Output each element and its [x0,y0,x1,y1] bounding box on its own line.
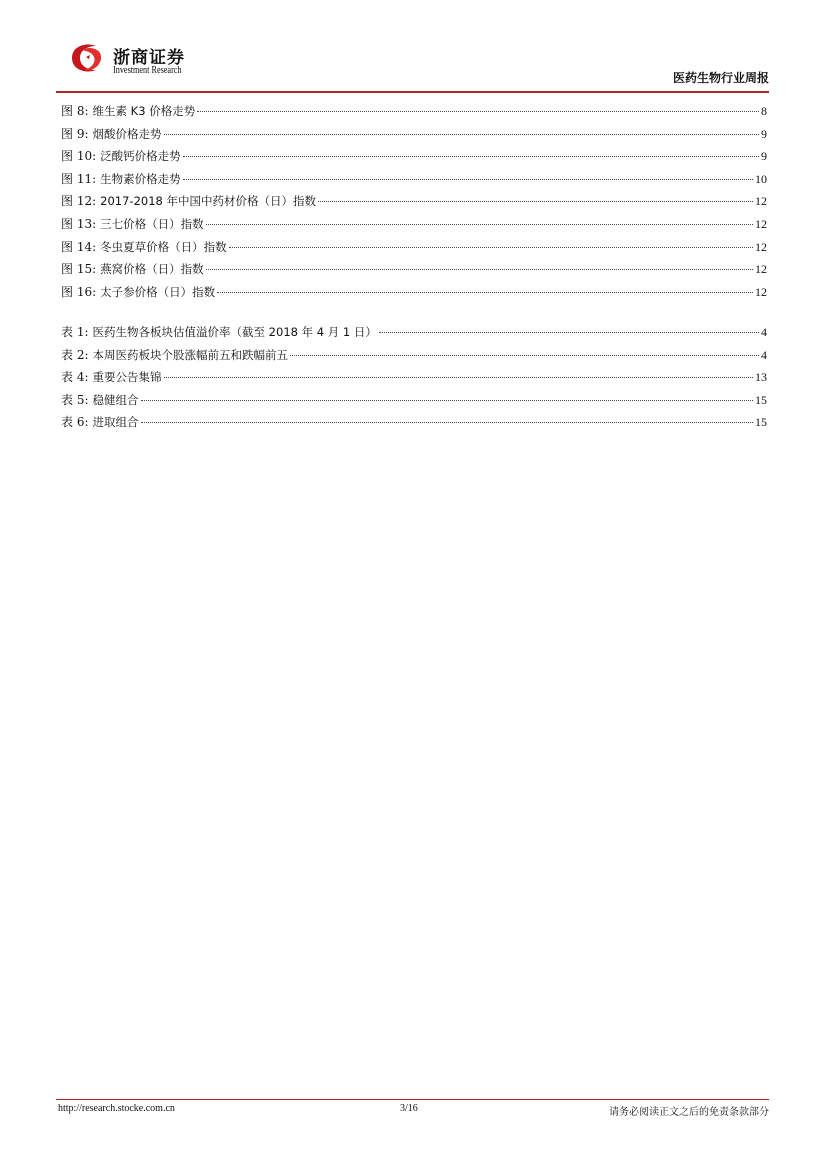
entry-title: 稳健组合 [92,392,139,407]
figure-entry[interactable] [61,213,767,236]
entry-label: 表 2: [61,347,89,362]
page-header [0,0,827,95]
entry-page: 10 [755,171,767,186]
entry-page: 13 [755,370,767,385]
entry-title: 重要公告集锦 [92,370,162,385]
dot-leader [217,292,753,293]
entry-title: 三七价格（日）指数 [100,216,204,231]
entry-label: 表 6: [61,415,89,430]
page-number: 3/16 [400,1103,418,1114]
logo-english-name: Investment Research [113,65,182,76]
entry-page: 12 [755,239,767,254]
entry-page: 4 [761,347,767,362]
dot-leader [206,269,753,270]
dot-leader [164,377,753,378]
figure-entry[interactable] [61,190,767,213]
entry-label: 表 5: [61,392,89,407]
entry-page: 12 [755,262,767,277]
entry-page: 12 [755,194,767,209]
dot-leader [164,134,759,135]
entry-title: 泛酸钙价格走势 [100,149,181,164]
entry-page: 15 [755,415,767,430]
entry-title: 2017-2018 年中国中药材价格（日）指数 [100,194,316,209]
dot-leader [197,111,759,112]
table-index [61,321,767,434]
logo-chinese-name: 浙商证券 [113,48,185,68]
figure-entry[interactable] [61,236,767,259]
entry-label: 图 14: [61,239,97,254]
figure-entry[interactable] [61,123,767,146]
entry-page: 9 [761,126,767,141]
figure-entry[interactable] [61,145,767,168]
dot-leader [141,400,753,401]
entry-label: 图 16: [61,284,97,299]
table-entry[interactable] [61,344,767,367]
dot-leader [229,247,753,248]
entry-page: 8 [761,104,767,118]
entry-label: 图 8: [61,104,89,118]
figure-index [61,100,767,303]
table-entry[interactable] [61,321,767,344]
footer-divider [56,1099,769,1100]
entry-title: 烟酸价格走势 [92,126,162,141]
table-entry[interactable] [61,366,767,389]
entry-label: 图 12: [61,194,97,209]
dot-leader [318,201,753,202]
entry-title: 医药生物各板块估值溢价率（截至 2018 年 4 月 1 日） [92,325,377,339]
footer-disclaimer: 请务必阅读正文之后的免责条款部分 [609,1107,769,1118]
table-list [61,321,767,434]
entry-label: 图 15: [61,262,97,277]
entry-title: 冬虫夏草价格（日）指数 [100,239,227,254]
report-title: 医药生物行业周报 [672,71,769,85]
entry-label: 表 4: [61,370,89,385]
figure-list [61,100,767,303]
entry-page: 12 [755,216,767,231]
table-entry[interactable] [61,389,767,412]
dot-leader [141,422,753,423]
entry-title: 进取组合 [92,415,139,430]
header-divider [56,91,769,93]
entry-title: 燕窝价格（日）指数 [100,262,204,277]
footer-url-link[interactable]: http://research.stocke.com.cn [58,1103,175,1114]
entry-page: 12 [755,284,767,299]
dot-leader [183,179,753,180]
dot-leader [290,355,759,356]
entry-label: 图 9: [61,126,89,141]
entry-label: 图 13: [61,216,97,231]
dot-leader [206,224,753,225]
dot-leader [183,156,759,157]
entry-label: 表 1: [61,325,89,339]
entry-title: 生物素价格走势 [100,171,181,186]
entry-title: 维生素 K3 价格走势 [92,104,196,118]
entry-page: 4 [761,325,767,339]
dot-leader [379,332,759,333]
entry-title: 太子参价格（日）指数 [100,284,216,299]
figure-entry[interactable] [61,281,767,304]
company-logo-icon [66,40,106,76]
entry-page: 15 [755,392,767,407]
entry-title: 本周医药板块个股涨幅前五和跌幅前五 [92,347,289,362]
figure-entry[interactable] [61,168,767,191]
figure-entry[interactable] [61,100,767,123]
entry-page: 9 [761,149,767,164]
table-entry[interactable] [61,411,767,434]
entry-label: 图 10: [61,149,97,164]
figure-entry[interactable] [61,258,767,281]
entry-label: 图 11: [61,171,97,186]
